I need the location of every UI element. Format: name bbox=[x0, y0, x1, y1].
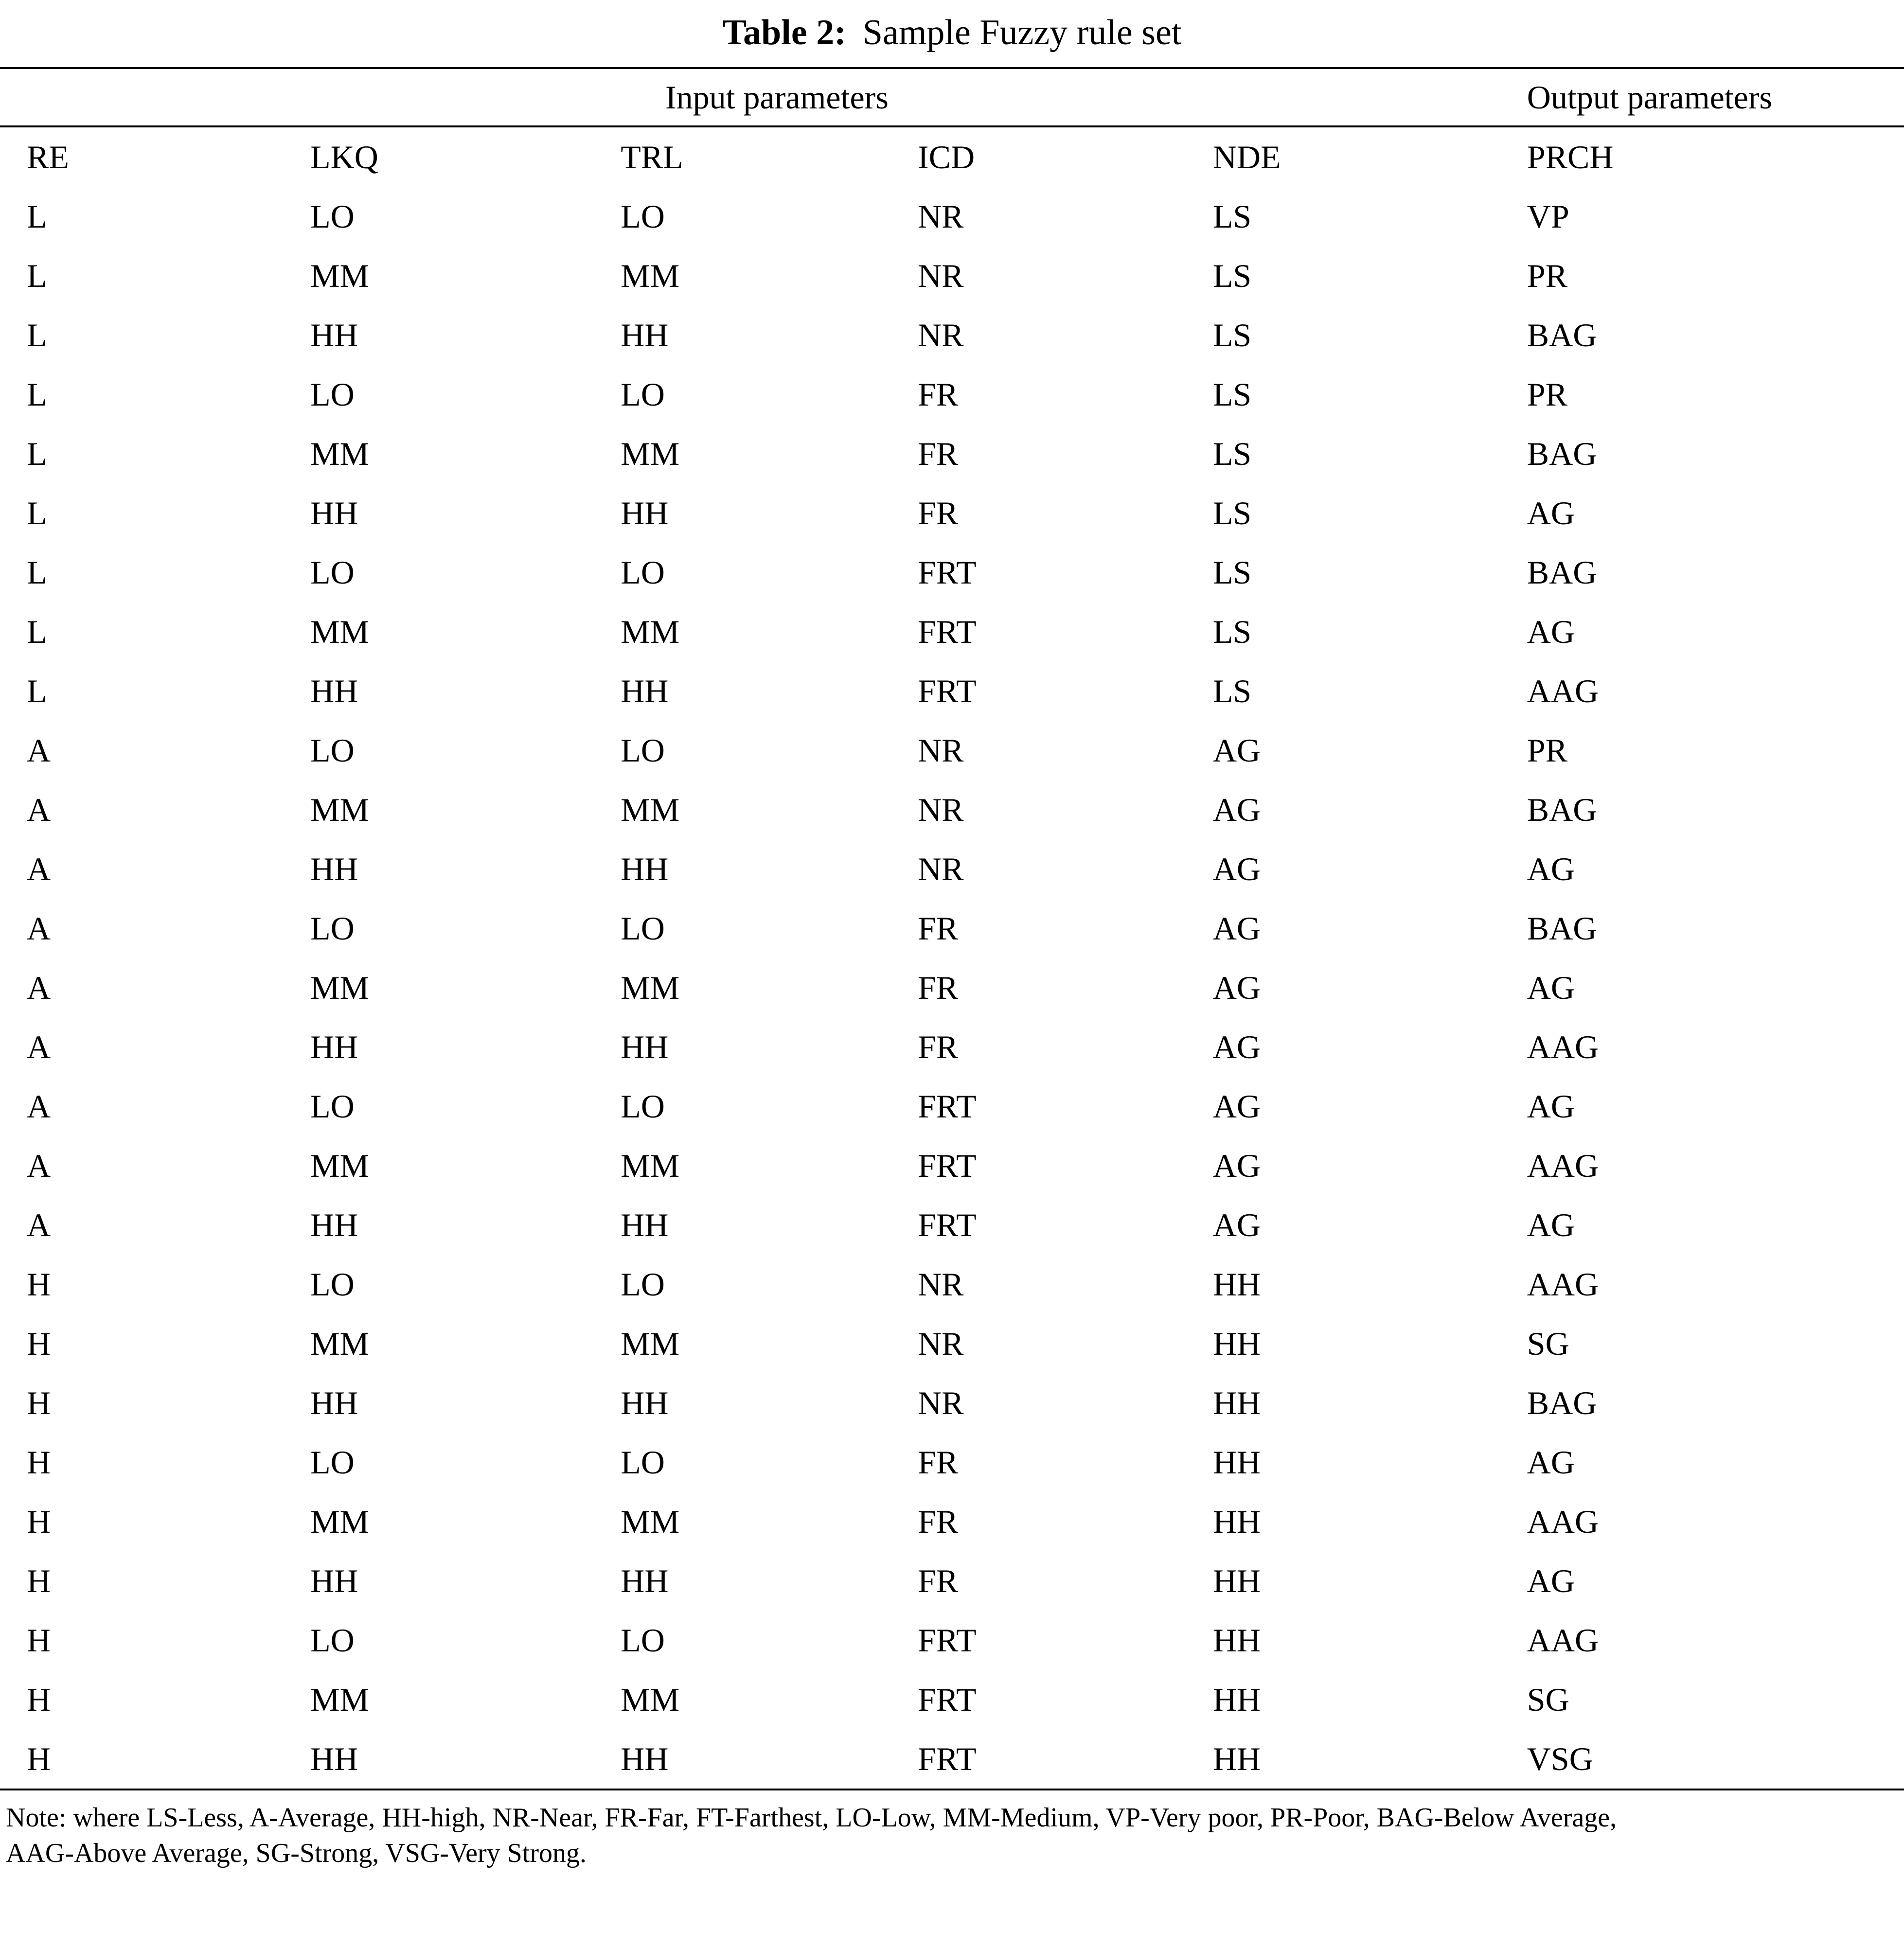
table-cell: L bbox=[27, 495, 47, 532]
table-cell: HH bbox=[1212, 1622, 1261, 1659]
table-cell: AG bbox=[1527, 1444, 1575, 1481]
table-cell: BAG bbox=[1527, 435, 1597, 472]
table-row bbox=[0, 1373, 1904, 1433]
table-row bbox=[0, 1670, 1904, 1729]
table-cell: AG bbox=[1527, 1562, 1575, 1599]
table-cell: NR bbox=[918, 850, 964, 887]
table-cell: BAG bbox=[1527, 791, 1597, 828]
table-cell: LO bbox=[621, 554, 665, 591]
table-row bbox=[0, 661, 1904, 721]
table-row bbox=[0, 1314, 1904, 1373]
table-cell: HH bbox=[621, 1206, 669, 1243]
table-row bbox=[0, 1077, 1904, 1136]
table-cell: AAG bbox=[1527, 1028, 1599, 1065]
table-cell: AG bbox=[1212, 1206, 1261, 1243]
table-row bbox=[0, 1195, 1904, 1255]
table-cell: LO bbox=[310, 732, 355, 769]
table-cell: FRT bbox=[918, 1740, 977, 1777]
table-cell: SG bbox=[1527, 1325, 1569, 1362]
table-cell: PR bbox=[1527, 376, 1567, 413]
table-cell: AG bbox=[1527, 969, 1575, 1006]
table-row bbox=[0, 1255, 1904, 1314]
table-cell: LO bbox=[310, 198, 355, 235]
table-cell: H bbox=[27, 1325, 51, 1362]
table-cell: A bbox=[27, 1147, 51, 1184]
output-parameters-header: Output parameters bbox=[1527, 68, 1904, 126]
table-cell: LO bbox=[310, 1622, 355, 1659]
table-cell: L bbox=[27, 376, 47, 413]
table-cell: LS bbox=[1212, 613, 1252, 650]
table-row bbox=[0, 365, 1904, 424]
table-cell: FR bbox=[918, 495, 959, 532]
table-cell: AAG bbox=[1527, 1622, 1599, 1659]
table-cell: H bbox=[27, 1266, 51, 1303]
table-cell: HH bbox=[1212, 1384, 1261, 1421]
table-row bbox=[0, 1433, 1904, 1492]
table-row bbox=[0, 839, 1904, 899]
table-cell: HH bbox=[621, 673, 669, 709]
table-cell: L bbox=[27, 554, 47, 591]
table-cell: MM bbox=[310, 1147, 370, 1184]
table-row bbox=[0, 958, 1904, 1017]
table-cell: AG bbox=[1212, 910, 1261, 947]
table-cell: A bbox=[27, 732, 51, 769]
table-cell: AG bbox=[1527, 613, 1575, 650]
table-cell: AAG bbox=[1527, 673, 1599, 709]
table-cell: AG bbox=[1212, 1147, 1261, 1184]
table-cell: SG bbox=[1527, 1681, 1569, 1718]
table-cell: FRT bbox=[918, 613, 977, 650]
table-cell: NR bbox=[918, 198, 964, 235]
table-cell: HH bbox=[1212, 1325, 1261, 1362]
table-cell: PR bbox=[1527, 732, 1567, 769]
table-cell: HH bbox=[1212, 1562, 1261, 1599]
table-cell: MM bbox=[310, 1325, 370, 1362]
table-row bbox=[0, 721, 1904, 780]
table-cell: LS bbox=[1212, 495, 1252, 532]
table-cell: LO bbox=[310, 1266, 355, 1303]
table-cell: L bbox=[27, 257, 47, 294]
table-cell: L bbox=[27, 198, 47, 235]
table-cell: H bbox=[27, 1384, 51, 1421]
table-cell: FRT bbox=[918, 554, 977, 591]
table-row bbox=[0, 483, 1904, 543]
table-cell: MM bbox=[310, 1681, 370, 1718]
table-cell: H bbox=[27, 1681, 51, 1718]
table-cell: AAG bbox=[1527, 1503, 1599, 1540]
table-cell: HH bbox=[1212, 1681, 1261, 1718]
table-cell: HH bbox=[310, 1384, 358, 1421]
table-cell: AG bbox=[1212, 1088, 1261, 1125]
table-cell: HH bbox=[310, 850, 358, 887]
table-cell: MM bbox=[310, 1503, 370, 1540]
table-cell: VSG bbox=[1527, 1740, 1593, 1777]
table-cell: L bbox=[27, 673, 47, 709]
table-cell: H bbox=[27, 1622, 51, 1659]
table-cell: AG bbox=[1527, 1088, 1575, 1125]
table-cell: LS bbox=[1212, 435, 1252, 472]
table-cell: BAG bbox=[1527, 910, 1597, 947]
table-cell: FRT bbox=[918, 1206, 977, 1243]
table-cell: LO bbox=[310, 1088, 355, 1125]
table-cell: NR bbox=[918, 1325, 964, 1362]
input-parameters-header: Input parameters bbox=[0, 68, 1527, 126]
table-cell: MM bbox=[621, 613, 680, 650]
table-cell: FRT bbox=[918, 1622, 977, 1659]
table-row bbox=[0, 780, 1904, 839]
fuzzy-rule-table bbox=[0, 67, 1904, 1790]
table-cell: FR bbox=[918, 376, 959, 413]
table-cell: LO bbox=[621, 910, 665, 947]
table-cell: HH bbox=[310, 317, 358, 354]
table-cell: HH bbox=[310, 1206, 358, 1243]
table-cell: NR bbox=[918, 257, 964, 294]
table-cell: HH bbox=[310, 1028, 358, 1065]
table-cell: HH bbox=[621, 850, 669, 887]
table-cell: MM bbox=[310, 613, 370, 650]
table-cell: AAG bbox=[1527, 1147, 1599, 1184]
table-cell: BAG bbox=[1527, 317, 1597, 354]
table-cell: HH bbox=[1212, 1503, 1261, 1540]
table-cell: HH bbox=[310, 673, 358, 709]
table-row bbox=[0, 899, 1904, 958]
table-cell: LO bbox=[621, 1266, 665, 1303]
table-note bbox=[0, 1790, 1904, 1886]
table-cell: MM bbox=[621, 1147, 680, 1184]
table-cell: L bbox=[27, 435, 47, 472]
table-title-label: Table 2: bbox=[722, 13, 846, 53]
table-cell: PR bbox=[1527, 257, 1567, 294]
column-header-row bbox=[0, 126, 1904, 187]
table-cell: MM bbox=[621, 1325, 680, 1362]
table-cell: LO bbox=[310, 554, 355, 591]
table-cell: L bbox=[27, 613, 47, 650]
table-cell: AG bbox=[1527, 495, 1575, 532]
table-cell: LS bbox=[1212, 317, 1252, 354]
table-cell: HH bbox=[310, 1562, 358, 1599]
table-cell: AG bbox=[1212, 791, 1261, 828]
table-cell: LS bbox=[1212, 673, 1252, 709]
table-body bbox=[0, 187, 1904, 1790]
table-row bbox=[0, 424, 1904, 483]
column-header-icd: ICD bbox=[918, 139, 975, 176]
column-header-nde: NDE bbox=[1212, 139, 1281, 176]
table-cell: FR bbox=[918, 1028, 959, 1065]
table-cell: FR bbox=[918, 969, 959, 1006]
table-cell: AG bbox=[1212, 850, 1261, 887]
table-cell: MM bbox=[621, 257, 680, 294]
table-cell: LO bbox=[310, 1444, 355, 1481]
table-cell: HH bbox=[621, 1384, 669, 1421]
table-cell: FRT bbox=[918, 673, 977, 709]
table-cell: FR bbox=[918, 1503, 959, 1540]
table-cell: MM bbox=[310, 791, 370, 828]
table-cell: NR bbox=[918, 1266, 964, 1303]
table-cell: HH bbox=[621, 1028, 669, 1065]
table-cell: FRT bbox=[918, 1147, 977, 1184]
table-cell: FRT bbox=[918, 1681, 977, 1718]
table-cell: LS bbox=[1212, 198, 1252, 235]
table-cell: HH bbox=[1212, 1444, 1261, 1481]
table-row bbox=[0, 543, 1904, 602]
table-cell: HH bbox=[310, 1740, 358, 1777]
table-row bbox=[0, 1492, 1904, 1551]
table-cell: AG bbox=[1212, 969, 1261, 1006]
table-cell: NR bbox=[918, 317, 964, 354]
table-cell: LO bbox=[621, 1444, 665, 1481]
table-cell: H bbox=[27, 1503, 51, 1540]
table-row bbox=[0, 1136, 1904, 1195]
table-cell: HH bbox=[310, 495, 358, 532]
table-cell: AG bbox=[1212, 732, 1261, 769]
group-header-row bbox=[0, 68, 1904, 126]
table-cell: A bbox=[27, 1088, 51, 1125]
column-header-trl: TRL bbox=[621, 139, 683, 176]
table-cell: HH bbox=[1212, 1266, 1261, 1303]
table-cell: AG bbox=[1212, 1028, 1261, 1065]
table-cell: HH bbox=[1212, 1740, 1261, 1777]
table-cell: FR bbox=[918, 1562, 959, 1599]
table-row bbox=[0, 246, 1904, 305]
column-header-lkq: LKQ bbox=[310, 139, 378, 176]
table-cell: LO bbox=[621, 1088, 665, 1125]
table-cell: LO bbox=[621, 376, 665, 413]
table-cell: H bbox=[27, 1740, 51, 1777]
table-cell: HH bbox=[621, 495, 669, 532]
table-row bbox=[0, 1551, 1904, 1611]
table-row bbox=[0, 1611, 1904, 1670]
table-row bbox=[0, 187, 1904, 246]
table-cell: H bbox=[27, 1444, 51, 1481]
table-cell: MM bbox=[621, 791, 680, 828]
table-cell: BAG bbox=[1527, 554, 1597, 591]
table-cell: A bbox=[27, 910, 51, 947]
table-cell: H bbox=[27, 1562, 51, 1599]
table-cell: AAG bbox=[1527, 1266, 1599, 1303]
table-cell: LO bbox=[310, 376, 355, 413]
table-cell: MM bbox=[621, 969, 680, 1006]
table-cell: LS bbox=[1212, 554, 1252, 591]
table-title bbox=[0, 0, 1904, 67]
table-cell: MM bbox=[621, 1503, 680, 1540]
table-cell: LS bbox=[1212, 376, 1252, 413]
column-header-prch: PRCH bbox=[1527, 139, 1614, 176]
table-cell: FR bbox=[918, 1444, 959, 1481]
table-cell: A bbox=[27, 1206, 51, 1243]
table-note-line-1: Note: where LS-Less, A-Average, HH-high, NR-Near, FR-Far, FT-Farthest, LO-Low, MM-Medium, VP-Very poor, PR-Poor, BAG-Below Average, bbox=[6, 1803, 1617, 1833]
table-cell: MM bbox=[310, 257, 370, 294]
table-cell: A bbox=[27, 791, 51, 828]
table-cell: NR bbox=[918, 791, 964, 828]
table-cell: AG bbox=[1527, 1206, 1575, 1243]
table-cell: LO bbox=[621, 1622, 665, 1659]
table-cell: FR bbox=[918, 435, 959, 472]
table-cell: NR bbox=[918, 732, 964, 769]
table-cell: BAG bbox=[1527, 1384, 1597, 1421]
table-cell: LO bbox=[310, 910, 355, 947]
table-cell: HH bbox=[621, 317, 669, 354]
table-cell: MM bbox=[621, 435, 680, 472]
table-cell: LO bbox=[621, 732, 665, 769]
table-cell: FR bbox=[918, 910, 959, 947]
table-row bbox=[0, 1729, 1904, 1790]
table-cell: HH bbox=[621, 1740, 669, 1777]
table-row bbox=[0, 602, 1904, 661]
table-cell: LO bbox=[621, 198, 665, 235]
table-row bbox=[0, 305, 1904, 365]
table-row bbox=[0, 1017, 1904, 1077]
table-cell: LS bbox=[1212, 257, 1252, 294]
table-cell: MM bbox=[310, 435, 370, 472]
table-cell: A bbox=[27, 1028, 51, 1065]
table-cell: AG bbox=[1527, 850, 1575, 887]
table-cell: NR bbox=[918, 1384, 964, 1421]
table-cell: VP bbox=[1527, 198, 1569, 235]
table-cell: A bbox=[27, 850, 51, 887]
table-cell: MM bbox=[310, 969, 370, 1006]
table-cell: A bbox=[27, 969, 51, 1006]
table-cell: MM bbox=[621, 1681, 680, 1718]
table-cell: FRT bbox=[918, 1088, 977, 1125]
table-title-text: Sample Fuzzy rule set bbox=[862, 13, 1182, 53]
table-note-line-2: AAG-Above Average, SG-Strong, VSG-Very Strong. bbox=[6, 1838, 587, 1868]
table-cell: HH bbox=[621, 1562, 669, 1599]
table-cell: L bbox=[27, 317, 47, 354]
column-header-re: RE bbox=[27, 139, 69, 176]
